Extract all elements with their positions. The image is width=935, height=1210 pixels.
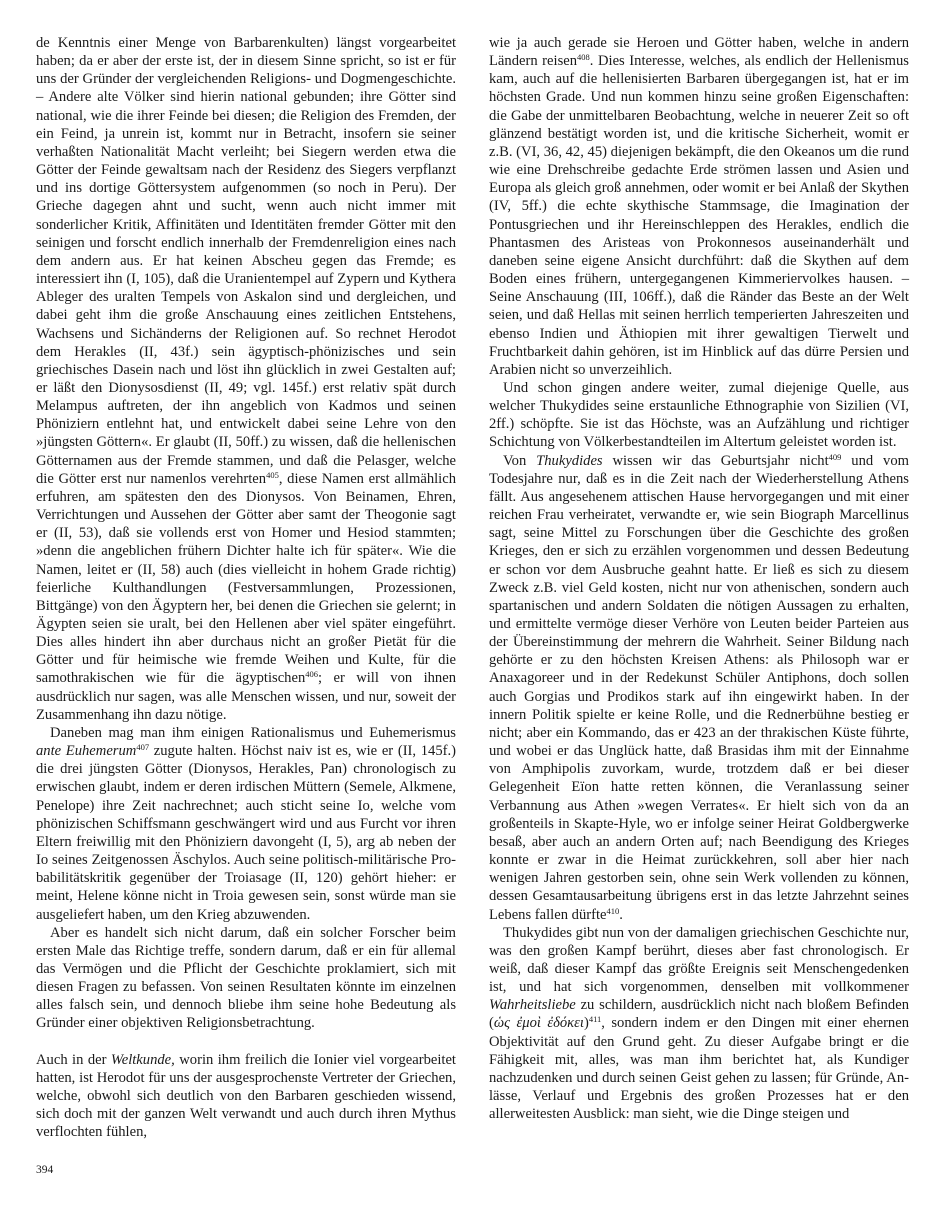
footnote-ref[interactable]: 411 — [588, 1014, 602, 1025]
paragraph: Auch in der Weltkunde, worin ihm freilich die Ionier viel vorgearbeitet hatten, ist Herodot für uns der ausgesprochenste Vertreter der Griechen, welche, obwohl sich deutlich von den Barbaren geschieden wissend, sich doch mit der ganzen Welt verwandt und auch durch ihren Mythus verflochten fühlen, — [36, 1051, 456, 1141]
paragraph: Daneben mag man ihm einigen Rationalismus und Euhemerismus ante Euhemerum$^{407}$ zugute halten. Höchst naiv ist es, wie er (II, 145f.) die drei jüngsten Götter (Dionysos, Herakles, Pan) chronologisch zu erwischen glaubt, indem er deren irdischen Müttern (Semele, Alkmene, Penelope) ihre Zeit nachrechnet; auch sticht seine Io, welche vom phönizischen Schiffsmann geschwängert wird und aus Furcht vor ihren Eltern freiwillig mit den Phöniziern davongeht (I, 5), arg ab neben der Io seines Zeitgenossen Äschylos. Auch seine politisch-militärische Probabilitätskritik gegenüber der Troiasage (II, 120) gehört hieher: er meint, Helene könne nicht in Troia gewesen sein, sonst würde man sie ausgeliefert haben, um den Krieg abzuwenden. — [36, 724, 456, 923]
footnote-ref[interactable]: 409 — [828, 451, 842, 462]
footnote-ref[interactable]: 406 — [305, 669, 319, 680]
footnote-ref[interactable]: 408 — [577, 52, 590, 63]
paragraph: wie ja auch gerade sie Heroen und Götter haben, welche in andern Ländern reisen$^{408}$. Dies Interesse, welches, als endlich der Hellenismus kam, auch auf die hellenisierten Barbaren übergegangen ist, hat er im höchsten Grade. Und nun kommen hinzu seine großen Eigenschaften: die Gabe der unmittelbaren Beobachtung, welche in neuerer Zeit so oft glänzend bestätigt worden ist, und die kritische Sicherheit, womit er z.B. (VI, 36, 42, 45) diejenigen bekämpft, die den Okeanos um die rund wie eine Drehschreibe gedachte Erde strömen lassen und Asien und Europa als gleich groß annehmen, oder womit er bei Anlaß der Skythen (IV, 5ff.) die echte skythische Stammsage, die Imagination der Pontusgriechen und ihr Hereinschleppen des Herakles, endlich die Phantasmen des Aristeas von Prokonnesos auseinanderhält und daneben seine eigene Ansicht durchführt: daß die Skythen auf dem Boden eines frühern, untergegangenen Kimmeriervolkes hausen. – Seine Anschauung (III, 106ff.), daß die Ränder das Beste an der Welt seien, und daß Hellas mit seinen herrlich temperierten Jahreszeiten und ebenso Indien und Äthiopien mit ihrer gewaltigen Tierwelt und Fruchtbarkeit dahin gehören, ist im Hinblick auf das dürre Persien und Arabien nicht so unverzeihlich. — [489, 35, 909, 378]
paragraph: de Kenntnis einer Menge von Barbarenkulten) längst vorgearbeitet haben; da er aber der erste ist, der in diesem Sinne spricht, so ist er für uns der Gründer der vergleichenden Religions- und Dogmengeschichte. – Andere alte Völker sind hierin national gebunden; ihre Götter sind national, wie die ihrer Feinde bei diesen; die Religion des Fremden, der ein Feind, ja unrein ist, kommt nur in Betracht, insofern sie seiner verhaßten Nationalität Macht verleiht; bei Siegern werden etwa die Götter der Feinde gewaltsam nach der Residenz des Siegers verpflanzt und ins dortige Göttersystem aufgenommen (so noch in Peru). Der Grieche dagegen ahnt und sucht, wenn auch nicht immer mit sonderlicher Kritik, Affinitäten und Identitäten fremder Götter mit den seinigen und forscht endlich innerhalb der Fremdenreligion eines nach dem andern aus. Er hat keinen Abscheu gegen das Fremde; es interessiert ihn (I, 105), daß die Uranientempel auf Zypern und Kythera Ableger des uralten Tempels von Askalon sind und dergleichen, und dabei geht ihm die große Anschauung eines zeitlichen Entstehens, Wachsens und Sichänderns der Religionen auf. So rechnet Herodot dem Herakles (II, 43f.) sein ägyptisch-phönizisches und sein griechisches Dasein nach und löst ihn glücklich in zwei Gestalten auf; er läßt den Dionysosdienst (II, 49; vgl. 145f.) erst relativ spät durch Melampus auftreten, der ihn angeblich von Kadmos und seinen Phöniziern entlehnt hat, und entwickelt dabei seine Lehre von den »jüngsten Göttern«. Er glaubt (II, 50ff.) zu wissen, daß die hellenischen Götternamen aus der Fremde stammen, und daß die Pelasger, welche die Götter erst nur namenlos verehrten$^{405}$, diese Namen erst allmählich erfuhren, am spätesten den des Dionysos. Von Beinamen, Ehren, Verrichtungen und Aussehen der Götter aber samt der Theogonie sagt er (II, 53), daß sie vollends erst von Homer und Hesiod stammten; »denn die angeblichen frühern Dichter halte ich für später«. Wie die Namen, leitet er (II, 58) auch (dies vielleicht in hohem Grade richtig) feierliche Kulthandlungen (Festversammlungen, Prozessionen, Bittgänge) von den Ägyptern her, bei denen die Griechen sie gelernt; in Ägypten seien sie uralt, bei den Hellenen aber viel später eingeführt. Dies alles hindert ihn aber durchaus nicht an großer Pietät für die Götter und für heimische wie fremde Weihen und Kulte, für die samothrakischen wie für die ägyptischen$^{406}$; er will von ihnen ausdrücklich nur sagen, was alle Menschen wissen, und nur, soweit der Zusammenhang ihn dazu nötige. — [36, 35, 456, 723]
right-column — [489, 34, 909, 1123]
footnote-ref[interactable]: 405 — [266, 469, 279, 480]
paragraph: Aber es handelt sich nicht darum, daß ein solcher Forscher beim ersten Male das Richtige treffe, sondern darum, daß er ein für allemal das Vermögen und die Pflicht der Geschichte proklamiert, sich mit diesen Fragen zu befassen. Von seinen Resultaten könnte im einzelnen alles falsch sein, und dennoch bliebe ihm seine hohe Bedeutung als Gründer einer objektiven Religionsbetrachtung. — [36, 924, 456, 1032]
paragraph: Thukydides gibt nun von der damaligen griechischen Geschichte nur, was den großen Kampf berührt, dieses aber fast chronologisch. Er weiß, daß dieser Kampf das größte Ereignis seit Menschengedenken ist, und hat sich vorgenommen, denselben mit vollkommener Wahrheitsliebe zu schildern, ausdrücklich nicht nach bloßem Befinden (ὡς ἐμοὶ ἐδόκει)$^{411}$, sondern indem er den Dingen mit einer ehernen Objektivität auf den Grund geht. Zu dieser Aufgabe bringt er die Fähigkeit mit, alles, was man ihm berichtet hat, als Kundiger nachzudenken und durch seinen Geist gehen zu lassen; für Gründe, Anlässe, Verlauf und Ergebnis des großen Prozesses hat er den allerweitesten Ausblick: man sieht, wie die Dinge steigen und — [489, 924, 910, 1123]
footnote-ref[interactable]: 407 — [136, 742, 150, 753]
paragraph: Von Thukydides wissen wir das Geburtsjahr nicht$^{409}$ und vom Todesjahre nur, daß es in die Zeit nach der Wiederherstellung Athens fällt. Aus angesehenem attischen Hause hervorgegangen und mit einer reichen Frau verheiratet, verwandte er, wie sein Biograph Marcellinus sagt, seine Mittel zu Forschungen über die Geschichte des großen Krieges, den er sich zu erzählen vorgenommen und dessen Bedeutung er schon vor dem Ausbruche geahnt hatte. Er ließ es sich zu diesem Zweck z.B. viel Geld kosten, nicht nur von athenischen, sondern auch spartanischen und andern Soldaten die nötigen Aussagen zu erhalten, und ermittelte vermöge dieser Verhöre von Leuten beider Parteien aus der Übereinstimmung der mehrern die Wahrheit. Seiner Bildung nach gehörte er zu den höchsten Kreisen Athens: als Philosoph war er Anaxagoreer und in der Redekunst Schüler Antiphons, doch sollen auch Gorgias und Prodikos stark auf ihn eingewirkt haben. In der innern Politik spielte er keine Rolle, und die Rednerbühne bestieg er nicht; aber ein Kommando, das er 423 an der thrakischen Küste führte, und wobei er das Unglück hatte, daß Brasidas ihm mit der Einnahme von Amphipolis zuvorkam, wurde, trotzdem daß er bei dieser Gelegenheit Eïon hatte retten können, die Veranlassung seiner Verbannung aus Athen »wegen Verrates«. Er hielt sich von da an großenteils in Skapte-Hyle, wo er infolge seiner Heirat Goldbergwerke besaß, aber auch an andern Orten auf; nach Beendigung des Krieges konnte er zwar in die Heimat zurückkehren, soll aber hier nach wenigen Jahren gestorben sein, ohne sein Werk vollenden zu können, dessen Gesamtausarbeitung übrigens erst in das letzte Jahrzehnt seines Lebens fallen dürfte$^{410}$. — [489, 451, 909, 923]
book-page — [36, 34, 910, 1174]
paragraph: Und schon gingen andere weiter, zumal diejenige Quelle, aus welcher Thukydides seine erstaunliche Ethnographie von Sizilien (VI, 2ff.) schöpfte. Sie ist das Höchste, was an Aufzählung und richtiger Schichtung von Völkerbestandteilen im Altertum geleistet worden ist. — [489, 379, 909, 451]
left-column — [36, 34, 456, 1141]
page-number: 394 — [36, 1164, 54, 1176]
footnote-ref[interactable]: 410 — [606, 905, 620, 916]
